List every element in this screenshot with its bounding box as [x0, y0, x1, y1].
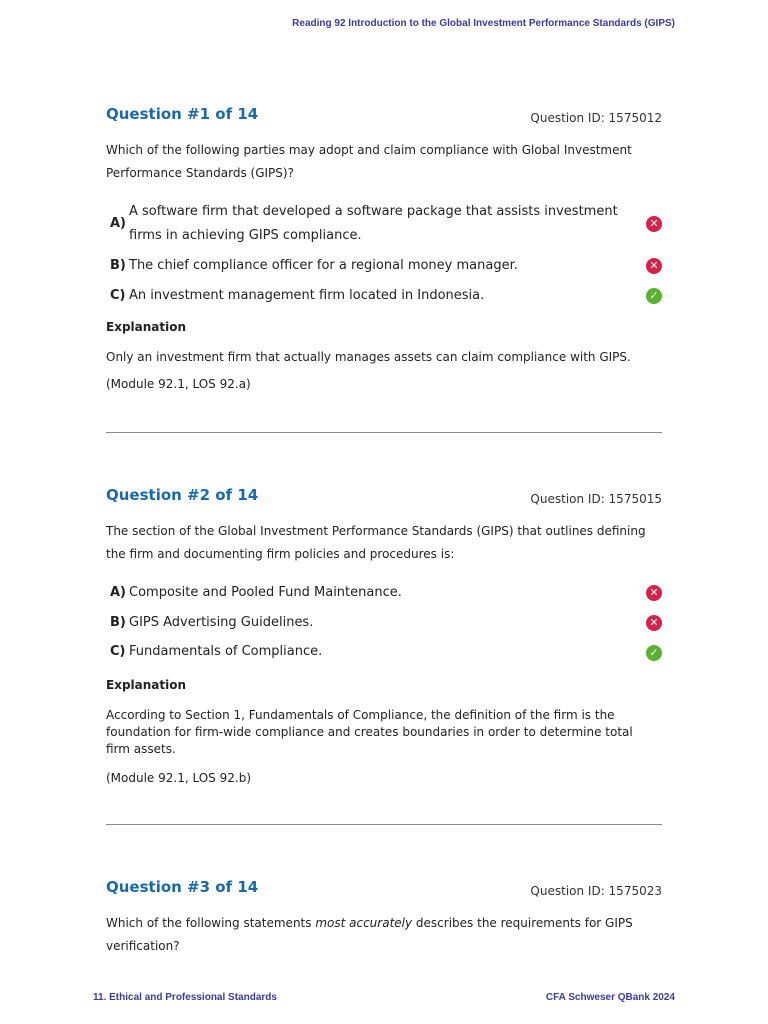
- footer-source: CFA Schweser QBank 2024: [545, 992, 675, 1003]
- choice-text: An investment management firm located in Indonesia.: [129, 288, 485, 303]
- correct-icon: ✓: [646, 288, 662, 304]
- question-id: Question ID: 1575023: [530, 884, 662, 898]
- answer-choice-b: [106, 611, 662, 635]
- question-title: Question #2 of 14: [106, 486, 259, 504]
- incorrect-icon: ✕: [646, 258, 662, 274]
- question-title: Question #3 of 14: [106, 878, 259, 896]
- choice-letter: C): [110, 288, 126, 303]
- explanation-reference: (Module 92.1, LOS 92.a): [106, 377, 251, 391]
- stem-text: Which of the following statements: [106, 916, 316, 930]
- question-id: Question ID: 1575012: [530, 111, 662, 125]
- answer-choice-a: [106, 200, 662, 248]
- question-2: [106, 486, 662, 796]
- question-3: [106, 878, 662, 968]
- choice-letter: A): [110, 216, 127, 231]
- stem-emphasis: most accurately: [315, 916, 413, 930]
- choice-letter: B): [110, 258, 126, 273]
- answer-choice-c: [106, 640, 662, 664]
- question-stem: [106, 912, 646, 958]
- question-stem: Which of the following parties may adopt and claim compliance with Global Investment Performance Standards (GIPS)?: [106, 143, 632, 180]
- question-divider: [106, 432, 662, 433]
- explanation-reference: (Module 92.1, LOS 92.b): [106, 771, 251, 785]
- explanation-heading: Explanation: [106, 320, 187, 334]
- question-id: Question ID: 1575015: [530, 492, 662, 506]
- choice-text: GIPS Advertising Guidelines.: [129, 615, 314, 630]
- correct-icon: ✓: [646, 645, 662, 661]
- answer-choice-b: [106, 254, 662, 278]
- choice-text: Fundamentals of Compliance.: [129, 644, 323, 659]
- answer-choice-c: [106, 284, 662, 308]
- question-divider: [106, 824, 662, 825]
- choice-letter: B): [110, 615, 126, 630]
- choice-text: The chief compliance officer for a regional money manager.: [129, 258, 518, 273]
- choice-text: A software firm that developed a software package that assists investment firms in achieving GIPS compliance.: [129, 204, 618, 243]
- question-title: Question #1 of 14: [106, 105, 259, 123]
- incorrect-icon: ✕: [646, 216, 662, 232]
- explanation-text: Only an investment firm that actually manages assets can claim compliance with GIPS.: [106, 350, 631, 364]
- explanation-heading: Explanation: [106, 678, 187, 692]
- incorrect-icon: ✕: [646, 615, 662, 631]
- incorrect-icon: ✕: [646, 585, 662, 601]
- running-header: Reading 92 Introduction to the Global Investment Performance Standards (GIPS): [292, 18, 675, 29]
- stem-text: describes the requirements for GIPS verification?: [106, 916, 633, 953]
- explanation-text: According to Section 1, Fundamentals of Compliance, the definition of the firm is the foundation for firm-wide compliance and creates boundaries in order to determine total firm assets.: [106, 708, 633, 756]
- question-1: [106, 105, 662, 405]
- choice-letter: C): [110, 644, 126, 659]
- footer-section: 11. Ethical and Professional Standards: [93, 992, 277, 1003]
- choice-text: Composite and Pooled Fund Maintenance.: [129, 585, 402, 600]
- choice-letter: A): [110, 585, 127, 600]
- answer-choice-a: [106, 581, 662, 605]
- question-stem: The section of the Global Investment Performance Standards (GIPS) that outlines defining the firm and documenting firm policies and procedures is:: [106, 524, 646, 561]
